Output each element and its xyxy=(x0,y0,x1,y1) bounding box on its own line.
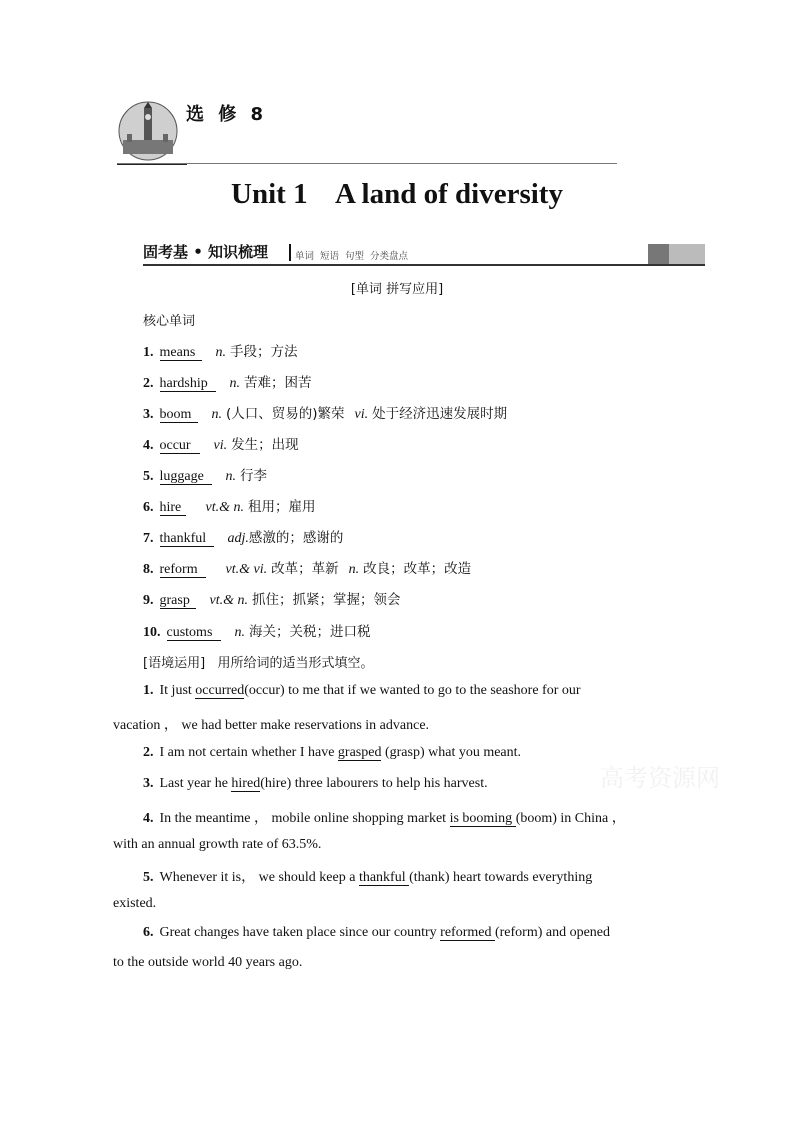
answer-blank: reformed xyxy=(440,925,495,940)
vocab-item: 5. luggage n. 行李 xyxy=(143,468,267,484)
exercise-line: 5. Whenever it is， we should keep a thankful (thank) heart towards everything xyxy=(143,870,593,885)
vocab-item: 4. occur vi. 发生；出现 xyxy=(143,437,299,453)
answer-blank: thankful xyxy=(358,870,410,885)
vocab-item: 1. means n. 手段；方法 xyxy=(143,344,298,360)
section-separator xyxy=(289,244,291,261)
header-rule xyxy=(117,163,617,164)
watermark: 高考资源网 xyxy=(600,764,720,792)
exercise-line: existed. xyxy=(113,896,157,911)
sub-heading: [单词 拼写应用] xyxy=(350,282,444,297)
vocab-item: 8. reform vt.& vi. 改革；革新 n. 改良；改革；改造 xyxy=(143,561,472,577)
section-subtitle: 单词 短语 句型 分类盘点 xyxy=(295,251,409,262)
section-title: 固考基 • 知识梳理 xyxy=(143,243,269,261)
answer-blank: grasped xyxy=(337,745,382,760)
context-instruction: [语境运用] 用所给词的适当形式填空。 xyxy=(143,656,374,671)
vocab-item: 7. thankful adj.感激的；感谢的 xyxy=(143,530,344,546)
exercise-line: with an annual growth rate of 63.5%. xyxy=(113,837,322,852)
core-words-label: 核心单词 xyxy=(143,314,196,329)
exercise-line: 2. I am not certain whether I have grasped (grasp) what you meant. xyxy=(143,745,522,760)
vocab-item: 6. hire vt.& n. 租用；雇用 xyxy=(143,499,316,515)
answer-blank: is booming xyxy=(449,811,516,826)
vocab-item: 10. customs n. 海关；关税；进口税 xyxy=(143,624,371,640)
vocab-item: 9. grasp vt.& n. 抓住；抓紧；掌握；领会 xyxy=(143,592,401,608)
section-block-light xyxy=(669,244,705,264)
exercise-line: vacation ， we had better make reservations in advance. xyxy=(113,718,430,733)
exercise-line: 1. It just occurred(occur) to me that if we wanted to go to the seashore for our xyxy=(143,683,581,698)
vocab-item: 2. hardship n. 苦难；困苦 xyxy=(143,375,312,391)
exercise-line: 4. In the meantime ， mobile online shopping market is booming (boom) in China ， xyxy=(143,811,626,826)
vocab-item: 3. boom n. (人口、贸易的)繁荣 vi. 处于经济迅速发展时期 xyxy=(143,406,508,422)
section-block-dark xyxy=(648,244,669,264)
exercise-line: 6. Great changes have taken place since our country reformed (reform) and opened xyxy=(143,925,611,940)
book-label: 选 修 8 xyxy=(186,104,268,125)
exercise-line: to the outside world 40 years ago. xyxy=(113,955,303,970)
answer-blank: hired xyxy=(231,776,261,791)
answer-blank: occurred xyxy=(195,683,245,698)
unit-title: Unit 1 A land of diversity xyxy=(231,178,563,210)
exercise-line: 3. Last year he hired(hire) three labourers to help his harvest. xyxy=(143,776,488,791)
section-rule xyxy=(143,264,705,266)
big-ben-logo xyxy=(117,100,179,162)
